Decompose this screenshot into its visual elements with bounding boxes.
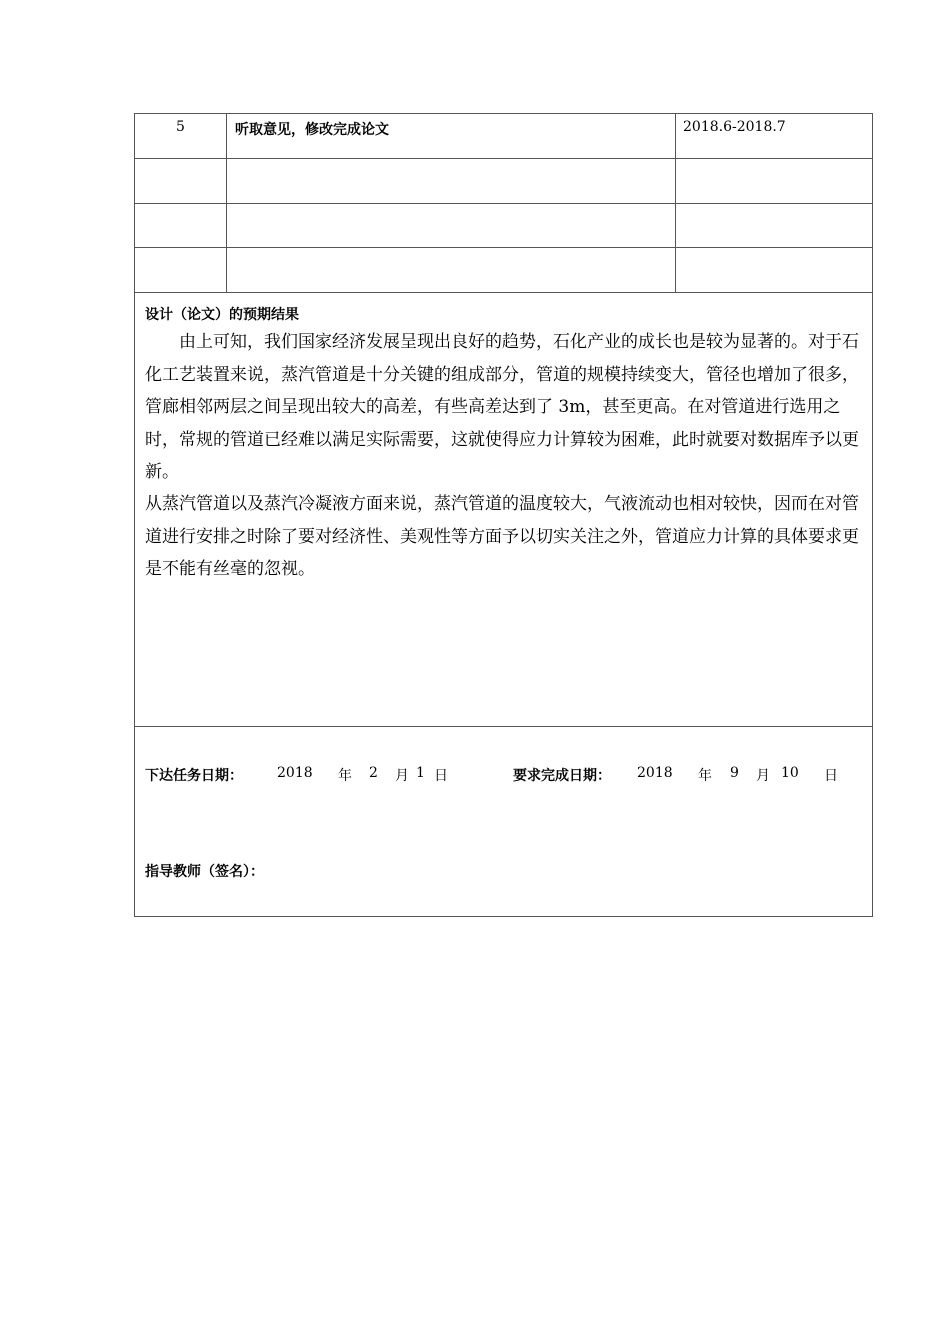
expected-results-paragraph: 由上可知，我们国家经济发展呈现出良好的趋势，石化产业的成长也是较为显著的。对于石化工艺装置来说，蒸汽管道是十分关键的组成部分，管道的规模持续变大，管径也增加了很多，管廊相邻两层之间呈现出较大的高差，有些高差达到了 3m，甚至更高。在对管道进行选用之时，常规的管道已经难以满足实际需要，这就使得应力计算较为困难，此时就要对数据库予以更新。 bbox=[145, 332, 859, 482]
table-rule bbox=[135, 726, 872, 727]
table-rule bbox=[675, 114, 676, 292]
row-number: 5 bbox=[176, 119, 185, 135]
day-char: 日 bbox=[434, 768, 448, 784]
issue-date-label: 下达任务日期： bbox=[145, 768, 243, 784]
due-date-label: 要求完成日期： bbox=[513, 768, 611, 784]
expected-results-title: 设计（论文）的预期结果 bbox=[145, 307, 299, 323]
issue-month: 2 bbox=[369, 765, 378, 781]
month-char: 月 bbox=[395, 768, 409, 784]
day-char: 日 bbox=[824, 768, 838, 784]
due-month: 9 bbox=[730, 765, 739, 781]
issue-year: 2018 bbox=[277, 765, 313, 781]
row-date: 2018.6-2018.7 bbox=[683, 119, 786, 135]
table-rule bbox=[135, 292, 872, 293]
table-rule bbox=[135, 247, 872, 248]
table-rule bbox=[135, 203, 872, 204]
year-char: 年 bbox=[698, 768, 712, 784]
due-day: 10 bbox=[781, 765, 799, 781]
advisor-signature-label: 指导教师（签名）： bbox=[145, 864, 264, 880]
task-table bbox=[134, 113, 873, 917]
table-rule bbox=[226, 114, 227, 292]
year-char: 年 bbox=[338, 768, 352, 784]
row-task: 听取意见，修改完成论文 bbox=[235, 122, 389, 138]
table-rule bbox=[135, 158, 872, 159]
issue-day: 1 bbox=[416, 765, 425, 781]
expected-results-paragraph: 从蒸汽管道以及蒸汽冷凝液方面来说，蒸汽管道的温度较大，气液流动也相对较快，因而在对管道进行安排之时除了要对经济性、美观性等方面予以切实关注之外，管道应力计算的具体要求更是不能有丝毫的忽视。 bbox=[145, 494, 859, 579]
month-char: 月 bbox=[756, 768, 770, 784]
due-year: 2018 bbox=[637, 765, 673, 781]
